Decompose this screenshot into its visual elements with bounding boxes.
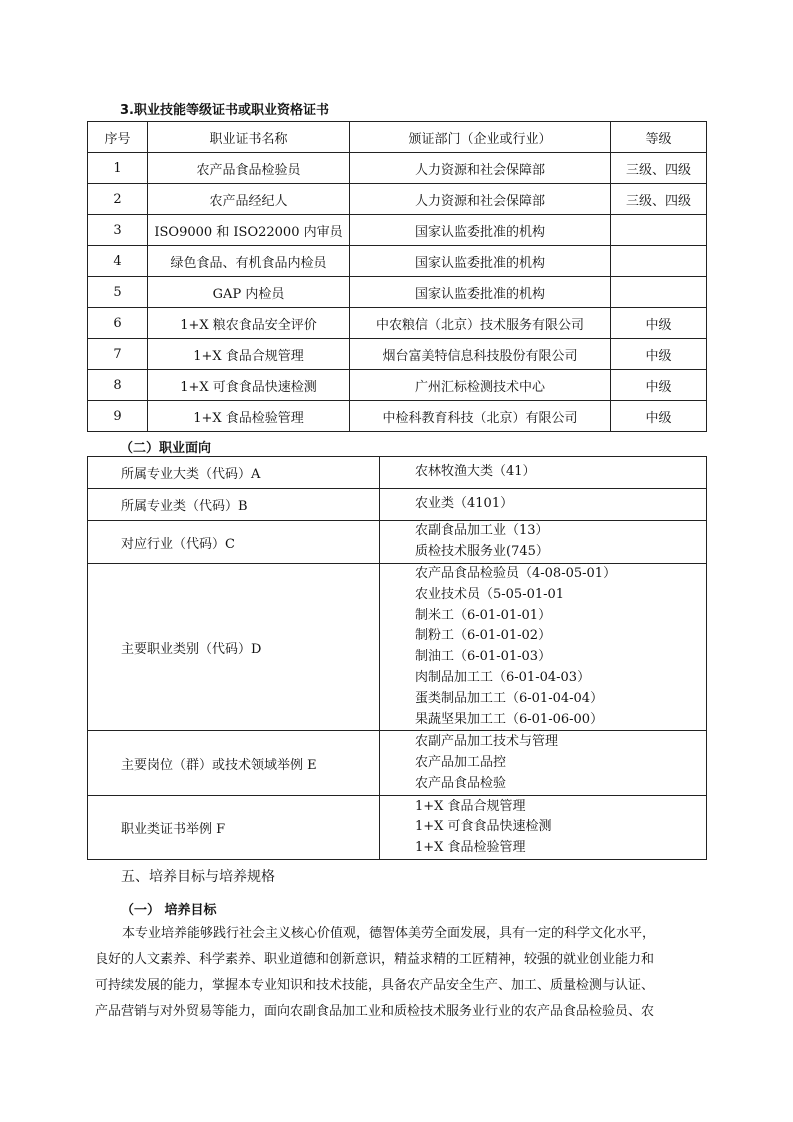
table-cell: 农产品经纪人	[148, 184, 350, 215]
value-line: 农产品加工品控	[415, 754, 507, 770]
table-row	[88, 215, 707, 246]
value-line: 肉制品加工工（6-01-04-03）	[415, 669, 591, 685]
table-row	[88, 277, 707, 308]
row-values	[380, 521, 707, 564]
header-cell: 职业证书名称	[148, 122, 350, 153]
table-row	[88, 731, 707, 796]
row-values	[380, 796, 707, 860]
value-line: 质检技术服务业(745）	[415, 544, 549, 559]
table-row	[88, 246, 707, 277]
table-row	[88, 339, 707, 370]
value-line: 农业技术员（5-05-01-01	[415, 586, 565, 602]
career-table-body	[88, 457, 707, 860]
table-cell: 7	[88, 339, 148, 370]
table-cell: 1+X 粮农食品安全评价	[148, 308, 350, 339]
table-row	[88, 370, 707, 401]
table-cell: 中级	[611, 370, 707, 401]
certificate-table-body	[88, 122, 707, 432]
table-cell: 9	[88, 401, 148, 432]
table-cell	[611, 246, 707, 277]
table-cell: 5	[88, 277, 148, 308]
table-cell: 烟台富美特信息科技股份有限公司	[350, 339, 611, 370]
table-row	[88, 184, 707, 215]
row-label: 职业类证书举例 F	[88, 796, 380, 860]
table-cell: 1+X 食品检验管理	[148, 401, 350, 432]
header-cell: 等级	[611, 122, 707, 153]
row-label: 所属专业大类（代码）A	[88, 457, 380, 489]
header-cell: 颁证部门（企业或行业）	[350, 122, 611, 153]
table-row	[88, 153, 707, 184]
value-line: 制米工（6-01-01-01）	[415, 607, 552, 623]
table-row	[88, 521, 707, 564]
table-cell: 4	[88, 246, 148, 277]
value-line: 农业类（4101）	[415, 496, 514, 512]
row-label: 主要职业类别（代码）D	[88, 564, 380, 731]
row-values	[380, 489, 707, 521]
table-row	[88, 489, 707, 521]
table-cell: 三级、四级	[611, 153, 707, 184]
table-cell: 三级、四级	[611, 184, 707, 215]
table-cell: 中农粮信（北京）技术服务有限公司	[350, 308, 611, 339]
section-3-heading: 3.职业技能等级证书或职业资格证书	[120, 103, 329, 118]
table-cell: ISO9000 和 ISO22000 内审员	[148, 215, 350, 246]
value-line: 农副食品加工业（13）	[415, 523, 549, 539]
table-cell: 6	[88, 308, 148, 339]
row-label: 所属专业类（代码）B	[88, 489, 380, 521]
table-cell: GAP 内检员	[148, 277, 350, 308]
row-label: 对应行业（代码）C	[88, 521, 380, 564]
table-cell: 人力资源和社会保障部	[350, 184, 611, 215]
row-values	[380, 731, 707, 796]
value-line: 制油工（6-01-01-03）	[415, 649, 552, 665]
value-line: 农林牧渔大类（41）	[415, 464, 536, 480]
section-5-heading: 五、培养目标与培养规格	[121, 869, 275, 885]
value-line: 农副产品加工技术与管理	[415, 734, 559, 750]
value-line: 1+X 可食食品快速检测	[415, 819, 552, 835]
table-cell: 1	[88, 153, 148, 184]
table-header-row	[88, 122, 707, 153]
paragraph-line: 良好的人文素养、科学素养、职业道德和创新意识，精益求精的工匠精神，较强的就业创业能力和	[95, 952, 655, 967]
table-cell: 国家认监委批准的机构	[350, 215, 611, 246]
header-cell: 序号	[88, 122, 148, 153]
table-cell: 国家认监委批准的机构	[350, 277, 611, 308]
table-cell: 人力资源和社会保障部	[350, 153, 611, 184]
value-line: 果蔬坚果加工工（6-01-06-00）	[415, 711, 604, 727]
table-cell: 3	[88, 215, 148, 246]
paragraph-line: 本专业培养能够践行社会主义核心价值观，德智体美劳全面发展，具有一定的科学文化水平，	[122, 926, 656, 941]
table-cell: 1+X 可食食品快速检测	[148, 370, 350, 401]
value-line: 1+X 食品合规管理	[415, 798, 526, 814]
value-line: 农产品食品检验	[415, 775, 507, 791]
paragraph-line: 可持续发展的能力，掌握本专业知识和技术技能，具备农产品安全生产、加工、质量检测与认证、	[95, 978, 655, 993]
table-row	[88, 796, 707, 860]
table-row	[88, 401, 707, 432]
certificate-table	[87, 121, 707, 432]
paragraph-line: 产品营销与对外贸易等能力，面向农副食品加工业和质检技术服务业行业的农产品食品检验员、农	[95, 1004, 655, 1019]
value-line: 蛋类制品加工工（6-01-04-04）	[415, 690, 604, 706]
table-cell: 国家认监委批准的机构	[350, 246, 611, 277]
table-row	[88, 564, 707, 731]
table-cell: 中级	[611, 339, 707, 370]
value-line: 制粉工（6-01-01-02）	[415, 628, 552, 644]
table-cell: 1+X 食品合规管理	[148, 339, 350, 370]
table-cell	[611, 215, 707, 246]
value-line: 1+X 食品检验管理	[415, 840, 526, 856]
table-cell: 2	[88, 184, 148, 215]
table-row	[88, 308, 707, 339]
value-line: 农产品食品检验员（4-08-05-01）	[415, 566, 617, 581]
table-cell: 中检科教育科技（北京）有限公司	[350, 401, 611, 432]
table-cell: 8	[88, 370, 148, 401]
table-cell: 农产品食品检验员	[148, 153, 350, 184]
table-cell	[611, 277, 707, 308]
section-5-1-heading: （一） 培养目标	[121, 903, 217, 918]
row-values	[380, 564, 707, 731]
row-label: 主要岗位（群）或技术领域举例 E	[88, 731, 380, 796]
table-cell: 中级	[611, 308, 707, 339]
table-cell: 绿色食品、有机食品内检员	[148, 246, 350, 277]
training-goal-paragraph	[95, 921, 707, 1025]
section-2-heading: （二）职业面向	[120, 441, 212, 456]
table-row	[88, 457, 707, 489]
career-orientation-table	[87, 456, 707, 860]
table-cell: 广州汇标检测技术中心	[350, 370, 611, 401]
table-cell: 中级	[611, 401, 707, 432]
row-values	[380, 457, 707, 489]
